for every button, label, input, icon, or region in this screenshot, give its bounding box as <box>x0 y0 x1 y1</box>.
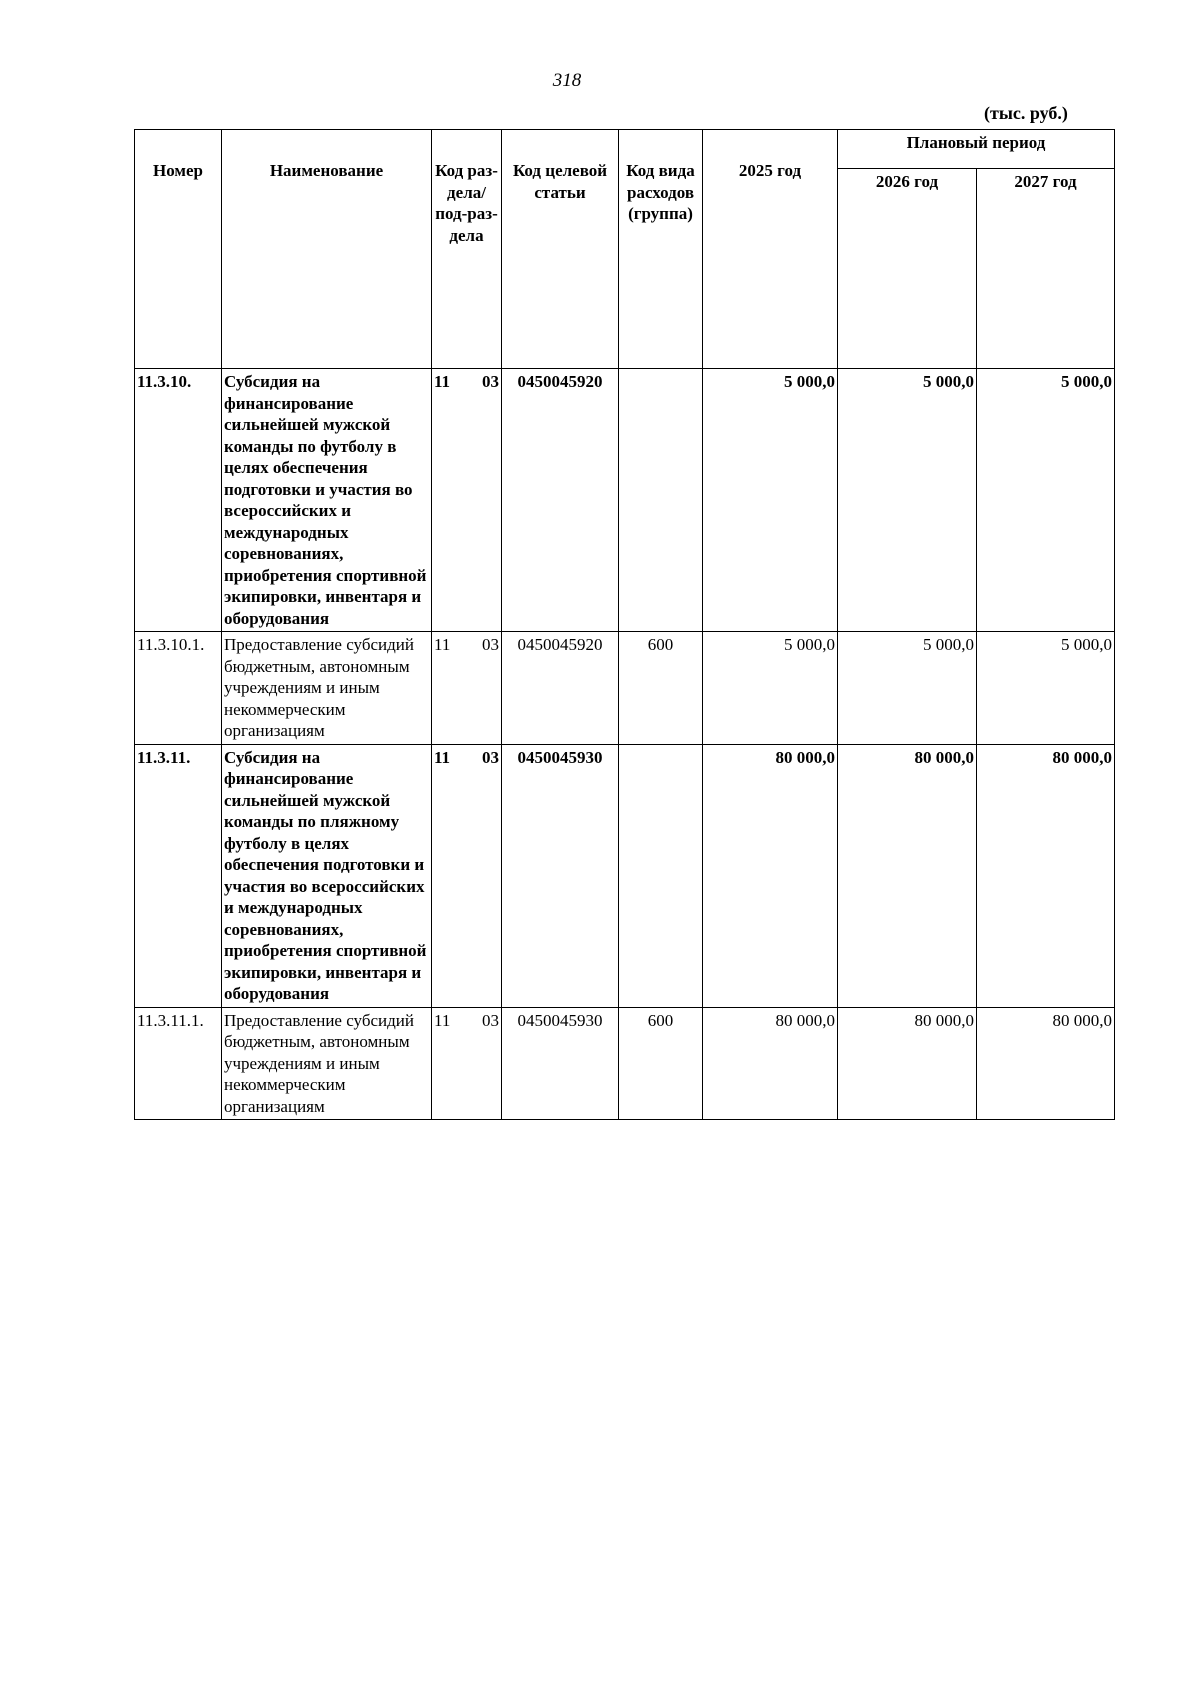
row-number: 11.3.11.1. <box>135 1007 222 1120</box>
row-podrazdel: 03 <box>482 635 499 654</box>
row-razdel: 11 <box>434 635 451 654</box>
row-number: 11.3.11. <box>135 744 222 1007</box>
row-kvr: 600 <box>619 632 703 745</box>
row-2027: 5 000,0 <box>977 369 1115 632</box>
budget-table <box>134 129 1115 1120</box>
row-name: Субсидия на финансирование сильнейшей мужской команды по футболу в целях обеспечения подготовки и участия во всероссийских и международных соревнованиях, приобретения спортивной экипировки, инвентаря и оборудования <box>222 369 432 632</box>
row-2027: 80 000,0 <box>977 1007 1115 1120</box>
row-name: Предоставление субсидий бюджетным, автономным учреждениям и иным некоммерческим организациям <box>222 632 432 745</box>
row-2026: 5 000,0 <box>838 369 977 632</box>
row-2025: 5 000,0 <box>703 369 838 632</box>
header-kvr: Код вида расходов (группа) <box>619 130 703 369</box>
row-kcs: 0450045920 <box>502 632 619 745</box>
row-2027: 80 000,0 <box>977 744 1115 1007</box>
row-kcs: 0450045930 <box>502 1007 619 1120</box>
row-2026: 80 000,0 <box>838 744 977 1007</box>
row-number: 11.3.10.1. <box>135 632 222 745</box>
row-2027: 5 000,0 <box>977 632 1115 745</box>
row-kcs: 0450045930 <box>502 744 619 1007</box>
header-2025: 2025 год <box>703 130 838 369</box>
row-kvr <box>619 369 703 632</box>
row-2026: 80 000,0 <box>838 1007 977 1120</box>
header-kcs: Код целевой статьи <box>502 130 619 369</box>
row-rzpr <box>432 632 502 745</box>
header-row <box>135 130 1115 169</box>
row-2025: 5 000,0 <box>703 632 838 745</box>
row-2025: 80 000,0 <box>703 1007 838 1120</box>
row-kvr <box>619 744 703 1007</box>
row-kcs: 0450045920 <box>502 369 619 632</box>
header-2026: 2026 год <box>838 169 977 369</box>
header-name: Наименование <box>222 130 432 369</box>
header-number: Номер <box>135 130 222 369</box>
table-row <box>135 369 1115 632</box>
row-razdel: 11 <box>434 747 451 767</box>
row-kvr: 600 <box>619 1007 703 1120</box>
header-plan-period: Плановый период <box>838 130 1115 169</box>
row-rzpr <box>432 744 502 1007</box>
row-razdel: 11 <box>434 372 451 391</box>
row-podrazdel: 03 <box>482 1010 499 1030</box>
row-rzpr <box>432 369 502 632</box>
header-rzpr: Код раз-дела/ под-раз-дела <box>432 130 502 369</box>
row-2025: 80 000,0 <box>703 744 838 1007</box>
units-label: (тыс. руб.) <box>984 103 1068 123</box>
row-number: 11.3.10. <box>135 369 222 632</box>
table-row <box>135 632 1115 745</box>
row-rzpr <box>432 1007 502 1120</box>
row-podrazdel: 03 <box>482 372 499 391</box>
row-name: Предоставление субсидий бюджетным, автономным учреждениям и иным некоммерческим организациям <box>222 1007 432 1120</box>
table-row <box>135 744 1115 1007</box>
header-2027: 2027 год <box>977 169 1115 369</box>
row-podrazdel: 03 <box>482 747 499 767</box>
row-2026: 5 000,0 <box>838 632 977 745</box>
row-name: Субсидия на финансирование сильнейшей мужской команды по пляжному футболу в целях обеспечения подготовки и участия во всероссийских и международных соревнованиях, приобретения спортивной экипировки, инвентаря и оборудования <box>222 744 432 1007</box>
table-row <box>135 1007 1115 1120</box>
page-number: 318 <box>552 70 582 91</box>
row-razdel: 11 <box>434 1010 451 1030</box>
